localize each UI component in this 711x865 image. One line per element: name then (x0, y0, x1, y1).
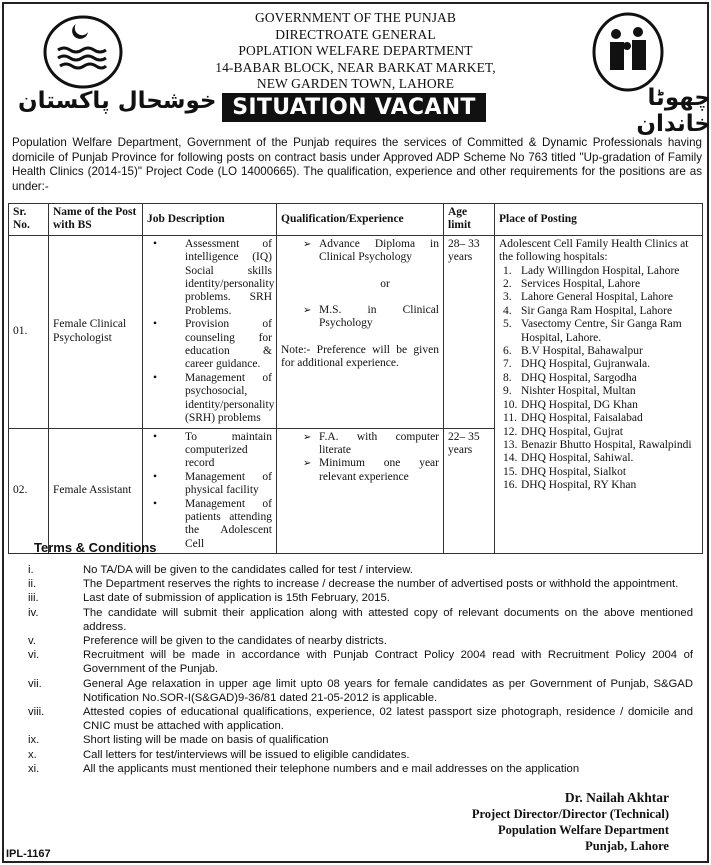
place-number: 16. (503, 479, 518, 492)
signatory-location: Punjab, Lahore (585, 839, 669, 853)
place-item (499, 345, 698, 358)
term-text: All the applicants must mentioned their telephone numbers and e mail addresses on the application (83, 762, 580, 775)
qualification-cell (277, 235, 444, 428)
term-text: No TA/DA will be given to the candidates called for test / interview. (83, 564, 413, 576)
table-header-row (9, 204, 703, 236)
place-item (499, 385, 698, 398)
place-item (499, 265, 698, 278)
term-item (28, 762, 693, 776)
note-text: Note:- Preference will be given for additional experience. (281, 343, 439, 370)
place-item (499, 479, 698, 492)
term-number: xi. (28, 762, 40, 775)
post-cell: Female Clinical Psychologist (49, 235, 143, 428)
or-text: or (380, 277, 390, 290)
urdu-slogan-left: خوشحال پاکستان (18, 88, 217, 114)
place-number: 14. (503, 452, 518, 465)
place-number: 9. (503, 385, 512, 398)
place-item (499, 358, 698, 371)
term-text: The candidate will submit their application along with attested copy of relevant documents on the above mentioned address. (83, 606, 693, 633)
header-line: POPLATION WELFARE DEPARTMENT (238, 43, 473, 58)
place-name: Sir Ganga Ram Hospital, Lahore (521, 304, 673, 317)
term-item (28, 577, 693, 591)
place-item (499, 439, 698, 452)
place-name: DHQ Hospital, Gujrat (521, 425, 623, 438)
term-item (28, 648, 693, 676)
term-number: x. (28, 748, 37, 761)
place-item (499, 452, 698, 465)
term-item (28, 563, 693, 577)
col-post: Name of the Post with BS (49, 204, 143, 236)
place-item (499, 399, 698, 412)
duty-item: • Management of physical facility (147, 471, 272, 498)
term-text: Last date of submission of application is 15th February, 2015. (83, 592, 390, 605)
term-text: Preference will be given to the candidates of nearby districts. (83, 635, 387, 648)
term-item (28, 677, 693, 705)
duty-item: • Management of patients attending the Adolescent Cell (147, 498, 272, 552)
term-number: ix. (28, 734, 40, 747)
place-name: Lahore General Hospital, Lahore (521, 291, 673, 304)
term-item (28, 634, 693, 648)
place-number: 4. (503, 304, 512, 317)
place-name: Nishter Hospital, Multan (521, 385, 636, 398)
age-cell: 28– 33 years (444, 235, 495, 428)
place-name: Vasectomy Centre, Sir Ganga Ram Hospital, Lahore. (521, 318, 682, 344)
place-item (499, 305, 698, 318)
term-text: General Age relaxation in upper age limit upto 08 years for female candidates as per Government of Punjab, S&GAD Notification No.SOR-I(S&GAD)9-36/81 dated 21-05-2012 is applicable. (83, 677, 693, 704)
table-row (9, 235, 703, 428)
header-line: NEW GARDEN TOWN, LAHORE (256, 76, 455, 91)
department-header (0, 10, 711, 93)
duty-item: • Assessment of intelligence (IQ) Social skills identity/personality problems. SRH Problems. (147, 238, 272, 318)
place-item (499, 372, 698, 385)
col-place: Place of Posting (495, 204, 703, 236)
place-number: 15. (503, 465, 518, 478)
place-name: DHQ Hospital, Faisalabad (521, 412, 643, 425)
place-number: 1. (503, 264, 512, 277)
header-line: GOVERNMENT OF THE PUNJAB (254, 10, 457, 25)
term-item (28, 591, 693, 605)
term-text: Recruitment will be made in accordance with Punjab Contract Policy 2004 read with Recruitment Policy 2004 of Government of the Punjab. (83, 649, 693, 676)
sr-cell: 01. (9, 235, 49, 428)
situation-vacant-banner: SITUATION VACANT (222, 93, 486, 122)
place-number: 7. (503, 358, 512, 371)
duty-item: • Management of psychosocial, identity/personality (SRH) problems (147, 372, 272, 426)
term-number: vii. (28, 677, 42, 690)
header-line: 14-BABAR BLOCK, NEAR BARKAT MARKET, (215, 59, 496, 75)
place-number: 11. (503, 412, 517, 425)
term-item (28, 733, 693, 747)
col-age: Age limit (444, 204, 495, 236)
col-qualification: Qualification/Experience (277, 204, 444, 236)
term-number: viii. (28, 706, 45, 719)
qualification-item: ➢ M.S. in Clinical Psychology (281, 304, 439, 331)
duty-item: • To maintain computerized record (147, 431, 272, 471)
signatory-title: Project Director/Director (Technical) (471, 807, 669, 821)
term-item (28, 705, 693, 733)
duty-item: • Provision of counseling for education & career guidance. (147, 318, 272, 372)
place-item (499, 278, 698, 291)
term-item (28, 606, 693, 634)
header-line: DIRECTROATE GENERAL (275, 26, 436, 42)
place-list (499, 265, 698, 493)
terms-list (28, 563, 693, 776)
signatory-name: Dr. Nailah Akhtar (564, 790, 669, 805)
place-number: 10. (503, 398, 518, 411)
place-item (499, 318, 698, 345)
term-item (28, 748, 693, 762)
place-number: 6. (503, 345, 512, 358)
place-name: DHQ Hospital, DG Khan (521, 398, 638, 411)
term-text: The Department reserves the rights to increase / decrease the number of advertised posts or withhold the appointment. (83, 578, 679, 591)
qualification-cell (277, 428, 444, 554)
signatory-department: Population Welfare Department (497, 823, 669, 837)
place-item (499, 466, 698, 479)
place-number: 5. (503, 318, 512, 331)
place-number: 8. (503, 371, 512, 384)
terms-heading: Terms & Conditions (34, 540, 157, 555)
place-name: DHQ Hospital, Sargodha (521, 371, 637, 384)
place-number: 12. (503, 425, 518, 438)
place-name: DHQ Hospital, Sahiwal. (521, 452, 634, 465)
col-sr: Sr. No. (9, 204, 49, 236)
post-cell: Female Assistant (49, 428, 143, 554)
qualification-item: ➢ Advance Diploma in Clinical Psychology (281, 238, 439, 265)
place-number: 3. (503, 291, 512, 304)
intro-paragraph: Population Welfare Department, Government of the Punjab requires the services of Committed & Dynamic Professionals having domicile of Punjab Province for following posts on contract basis under Approved ADP Scheme No 763 titled "Up-gradation of Family Health Clinics (2014-15)" Project Code (LO 14000665). The qualification, experience and other requirements for the positions are as under:- (12, 136, 702, 193)
place-number: 13. (503, 438, 518, 451)
duties-cell (143, 235, 277, 428)
place-name: Lady Willingdon Hospital, Lahore (521, 264, 680, 277)
term-number: iv. (28, 606, 39, 619)
vacancy-table (8, 203, 703, 554)
place-number: 2. (503, 278, 512, 291)
place-item (499, 291, 698, 304)
sr-cell: 02. (9, 428, 49, 554)
place-name: DHQ Hospital, Sialkot (521, 465, 627, 478)
term-text: Short listing will be made on basis of qualification (83, 734, 329, 747)
term-number: iii. (28, 592, 39, 605)
place-item (499, 426, 698, 439)
term-text: Call letters for test/interviews will be issued to eligible candidates. (83, 748, 410, 761)
place-name: Benazir Bhutto Hospital, Rawalpindi (521, 438, 692, 451)
term-number: v. (28, 635, 36, 648)
term-text: Attested copies of educational qualifications, experience, 02 latest passport size photograph, residence / domicile and CNIC must be attached with application. (83, 706, 693, 733)
col-job-description: Job Description (143, 204, 277, 236)
term-number: i. (28, 564, 34, 576)
age-cell: 22– 35 years (444, 428, 495, 554)
place-name: B.V Hospital, Bahawalpur (521, 345, 643, 358)
place-name: Services Hospital, Lahore (521, 278, 641, 291)
urdu-slogan-right: چھوٹا خاندان (636, 85, 711, 137)
term-number: vi. (28, 649, 40, 662)
place-cell (495, 235, 703, 553)
qualification-item: ➢ Minimum one year relevant experience (281, 457, 439, 484)
duties-cell (143, 428, 277, 554)
place-item (499, 412, 698, 425)
place-name: DHQ Hospital, Gujranwala. (521, 358, 651, 371)
term-number: ii. (28, 578, 37, 591)
ad-code: IPL-1167 (6, 848, 51, 860)
place-intro: Adolescent Cell Family Health Clinics at the following hospitals: (499, 237, 689, 264)
signature-block (472, 790, 669, 854)
place-name: DHQ Hospital, RY Khan (521, 479, 637, 492)
qualification-item: ➢ F.A. with computer literate (281, 431, 439, 458)
